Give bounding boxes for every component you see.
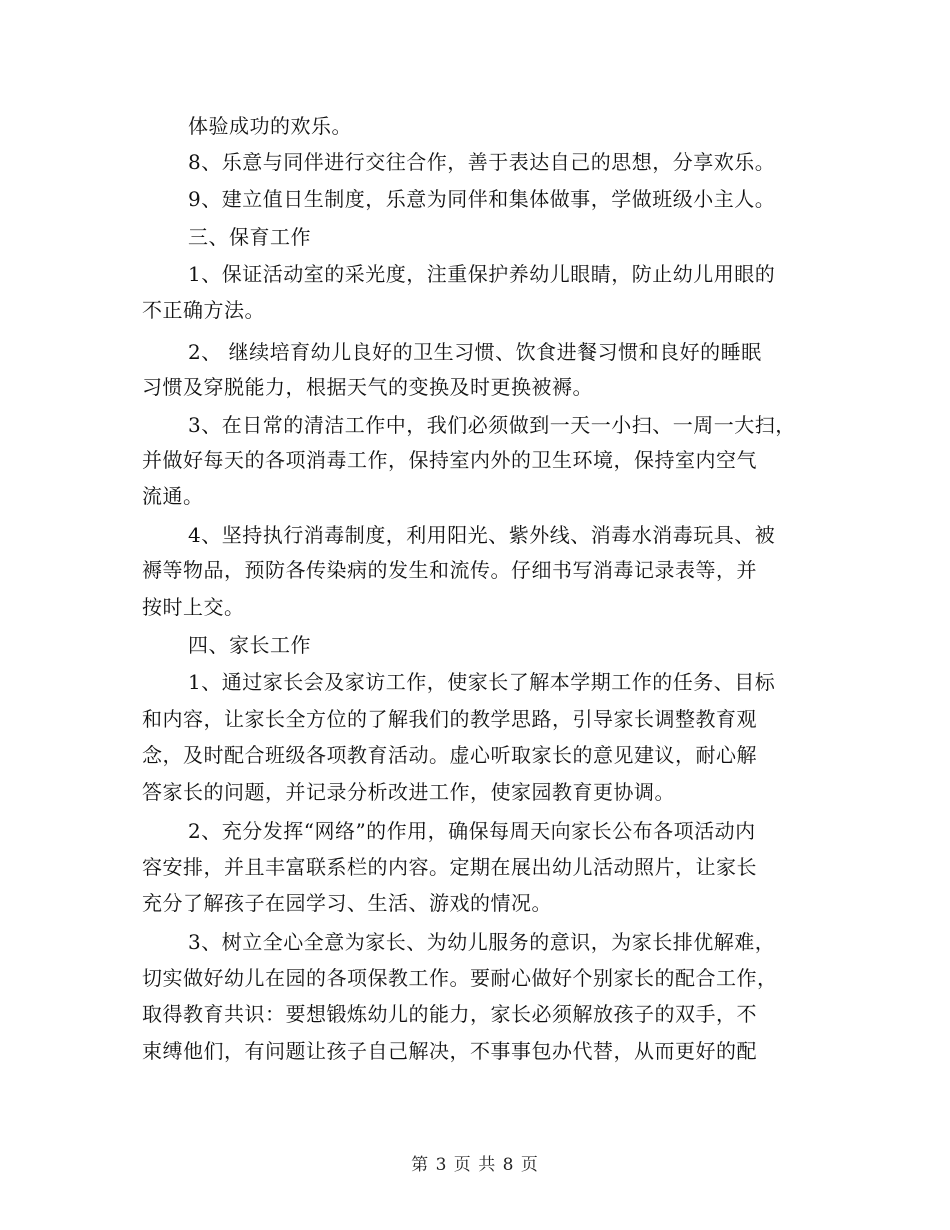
section-heading: 三、保育工作 (188, 225, 311, 249)
page-indicator: 第 3 页 共 8 页 (411, 1155, 539, 1175)
body-text-line: 束缚他们，有问题让孩子自己解决，不事事包办代替，从而更好的配 (142, 1039, 757, 1063)
body-text-line: 褥等物品，预防各传染病的发生和流传。仔细书写消毒记录表等，并 (142, 558, 757, 582)
body-text-line: 取得教育共识：要想锻炼幼儿的能力，家长必须解放孩子的双手，不 (142, 1002, 757, 1026)
section-heading: 四、家长工作 (188, 633, 311, 657)
body-text-line: 充分了解孩子在园学习、生活、游戏的情况。 (142, 891, 552, 915)
body-text-line: 答家长的问题，并记录分析改进工作，使家园教育更协调。 (142, 780, 675, 804)
body-text-line: 和内容，让家长全方位的了解我们的教学思路，引导家长调整教育观 (142, 707, 757, 731)
body-text-line: 4、坚持执行消毒制度，利用阳光、紫外线、消毒水消毒玩具、被 (188, 523, 776, 547)
body-text-line: 3、树立全心全意为家长、为幼儿服务的意识，为家长排优解难， (188, 930, 776, 954)
body-text-line: 8、乐意与同伴进行交往合作，善于表达自己的思想，分享欢乐。 (188, 150, 776, 174)
body-text-line: 念，及时配合班级各项教育活动。虚心听取家长的意见建议，耐心解 (142, 743, 757, 767)
body-text-line: 容安排，并且丰富联系栏的内容。定期在展出幼儿活动照片，让家长 (142, 855, 757, 879)
body-text-line: 不正确方法。 (142, 298, 265, 322)
body-text-line: 3、在日常的清洁工作中，我们必须做到一天一小扫、一周一大扫， (188, 413, 796, 437)
body-text-line: 1、通过家长会及家访工作，使家长了解本学期工作的任务、目标 (188, 670, 776, 694)
body-text-line: 体验成功的欢乐。 (188, 114, 352, 138)
body-text-line: 1、保证活动室的采光度，注重保护养幼儿眼睛，防止幼儿用眼的 (188, 262, 776, 286)
body-text-line: 流通。 (142, 484, 204, 508)
body-text-line: 切实做好幼儿在园的各项保教工作。要耐心做好个别家长的配合工作， (142, 966, 778, 990)
body-text-line: 并做好每天的各项消毒工作，保持室内外的卫生环境，保持室内空气 (142, 448, 757, 472)
body-text-line: 按时上交。 (142, 595, 245, 619)
body-text-line: 2、 继续培育幼儿良好的卫生习惯、饮食进餐习惯和良好的睡眠 (188, 340, 762, 364)
body-text-line: 习惯及穿脱能力，根据天气的变换及时更换被褥。 (142, 375, 593, 399)
body-text-line: 9、建立值日生制度，乐意为同伴和集体做事，学做班级小主人。 (188, 187, 776, 211)
body-text-line: 2、充分发挥“网络”的作用，确保每周天向家长公布各项活动内 (188, 819, 756, 843)
